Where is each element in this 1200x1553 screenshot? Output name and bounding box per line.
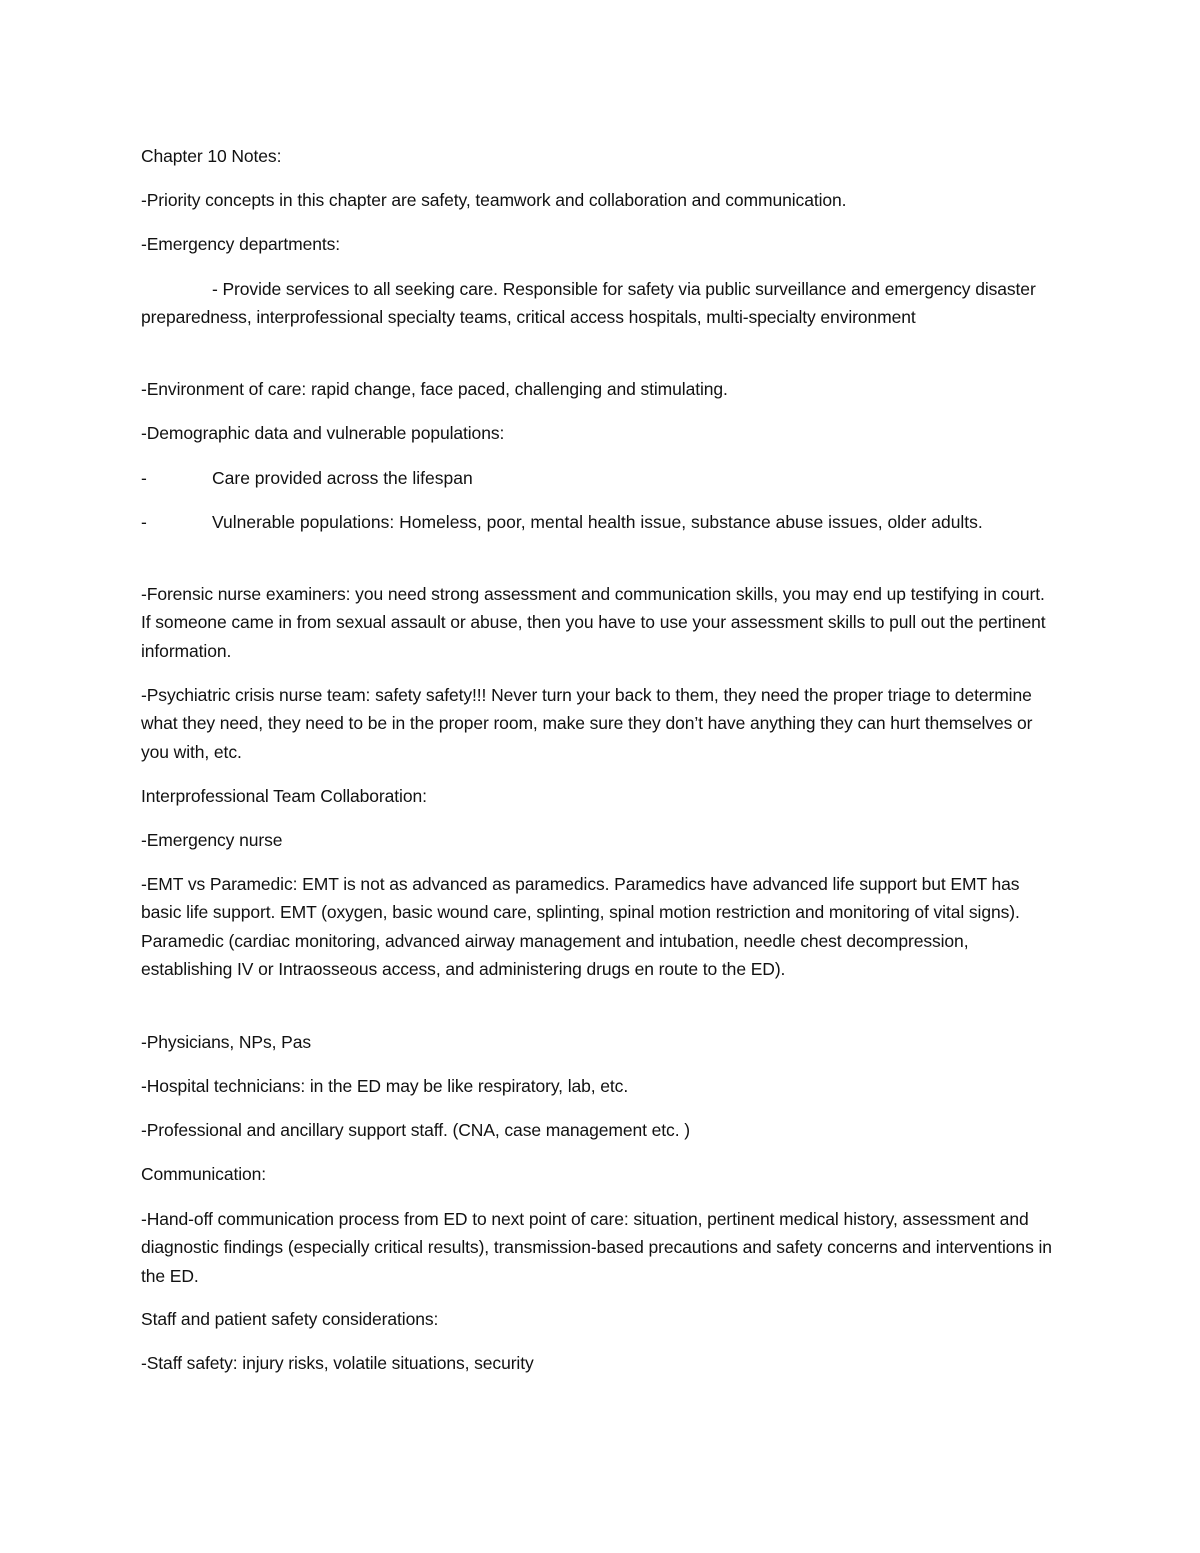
paragraph-safety-considerations: Staff and patient safety considerations: bbox=[141, 1309, 439, 1329]
paragraph-environment-of-care: -Environment of care: rapid change, face paced, challenging and stimulating. bbox=[141, 379, 728, 399]
bullet-text: Care provided across the lifespan bbox=[212, 468, 473, 488]
paragraph-emergency-departments: -Emergency departments: bbox=[141, 234, 341, 254]
paragraph-priority-concepts: -Priority concepts in this chapter are safety, teamwork and collaboration and communication. bbox=[141, 190, 847, 210]
paragraph-communication: Communication: bbox=[141, 1164, 267, 1184]
paragraph-emt-vs-paramedic: -EMT vs Paramedic: EMT is not as advanced as paramedics. Paramedics have advanced life support but EMT has basic life support. EMT (oxygen, basic wound care, splinting, spinal motion restriction and monitoring of vital signs). Paramedic (cardiac monitoring, advanced airway management and intubation, needle chest decompression, establishing IV or Intraosseous access, and administering drugs en route to the ED). bbox=[141, 874, 1020, 980]
paragraph-team-collaboration: Interprofessional Team Collaboration: bbox=[141, 786, 427, 806]
list-item bbox=[141, 508, 1059, 536]
bullet-dash: - bbox=[141, 468, 147, 488]
bullet-text: Vulnerable populations: Homeless, poor, mental health issue, substance abuse issues, older adults. bbox=[212, 512, 983, 532]
paragraph-demographic-data: -Demographic data and vulnerable populations: bbox=[141, 423, 505, 443]
paragraph-ed-services: - Provide services to all seeking care. Responsible for safety via public surveillance and emergency disaster preparedness, interprofessional specialty teams, critical access hospitals, multi-specialty environment bbox=[141, 279, 1036, 328]
list-item bbox=[141, 464, 1059, 492]
paragraph-hospital-technicians: -Hospital technicians: in the ED may be like respiratory, lab, etc. bbox=[141, 1076, 629, 1096]
paragraph-physicians: -Physicians, NPs, Pas bbox=[141, 1032, 312, 1052]
paragraph-hand-off: -Hand-off communication process from ED to next point of care: situation, pertinent medical history, assessment and diagnostic findings (especially critical results), transmission-based precautions and safety concerns and interventions in the ED. bbox=[141, 1209, 1052, 1286]
bullet-dash: - bbox=[141, 512, 147, 532]
paragraph-forensic-nurse: -Forensic nurse examiners: you need strong assessment and communication skills, you may end up testifying in court. If someone came in from sexual assault or abuse, then you have to use your assessment skills to pull out the pertinent information. bbox=[141, 584, 1046, 661]
paragraph-support-staff: -Professional and ancillary support staff. (CNA, case management etc. ) bbox=[141, 1120, 690, 1140]
paragraph-emergency-nurse: -Emergency nurse bbox=[141, 830, 283, 850]
paragraph-staff-safety: -Staff safety: injury risks, volatile situations, security bbox=[141, 1353, 534, 1373]
paragraph-psychiatric-crisis: -Psychiatric crisis nurse team: safety safety!!! Never turn your back to them, they need the proper triage to determine what they need, they need to be in the proper room, make sure they don’t have anything they can hurt themselves or you with, etc. bbox=[141, 685, 1033, 762]
document-heading: Chapter 10 Notes: bbox=[141, 146, 282, 166]
